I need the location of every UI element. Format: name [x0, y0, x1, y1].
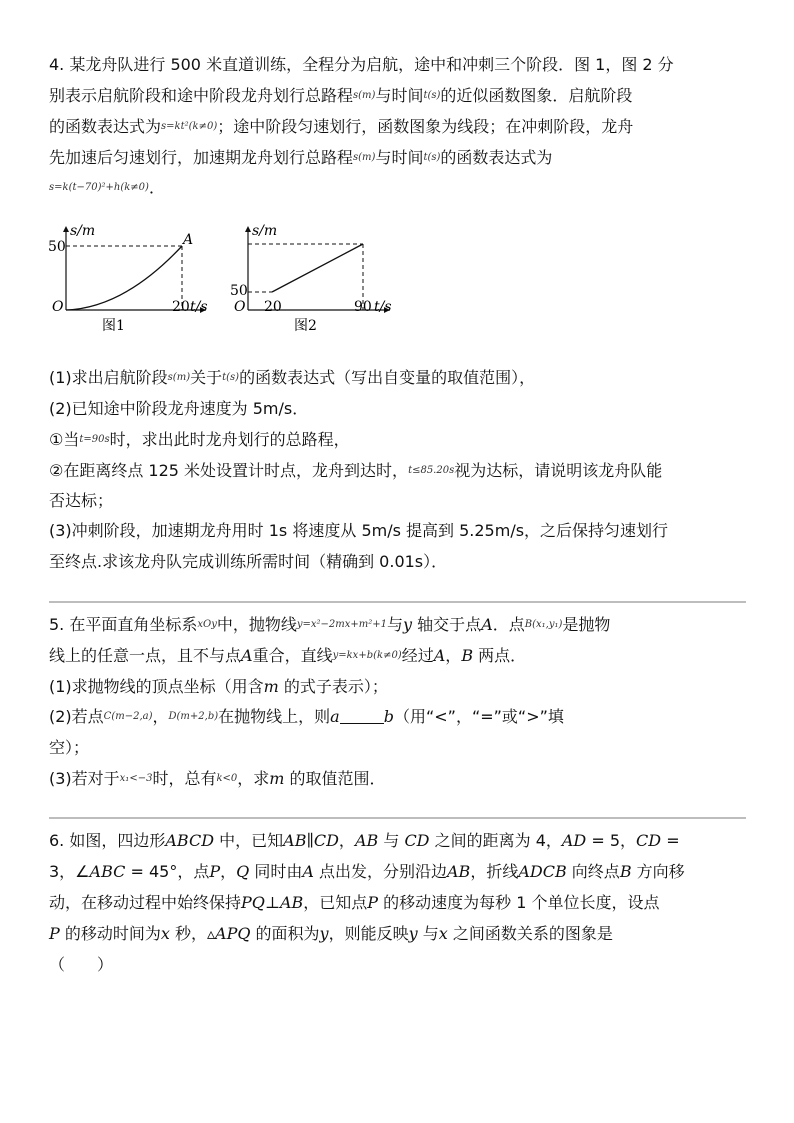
q6-line-3: 动，在移动过程中始终保持PQ⊥AB，已知点P 的移动速度为每秒 1 个单位长度，设点: [49, 893, 660, 912]
q5-part-2-cont: 空）；: [49, 738, 90, 757]
q5-line-1: 5. 在平面直角坐标系xOy中，抛物线y=x²−2mx+m²+1与y 轴交于点A．点B(x₁,y₁)是抛物: [49, 615, 611, 634]
q4-part-2-1: ①当t=90s时，求出此时龙舟划行的总路程，: [49, 430, 350, 449]
q4-line-2: 别表示启航阶段和途中阶段龙舟划行总路程s(m)与时间t(s)的近似函数图象．启航阶段: [49, 86, 633, 105]
q5-part-3: (3)若对于x₁<−3时，总有k<0，求m 的取值范围．: [49, 769, 386, 788]
figure-2-graph: [230, 222, 400, 337]
fig1-origin: O: [52, 299, 64, 315]
fig2-x-tick-90: 90: [354, 299, 372, 315]
q4-part-2-2-cont: 否达标；: [49, 491, 114, 510]
fig2-y-tick: 50: [230, 283, 248, 299]
q6-line-2: 3，∠ABC = 45°，点P，Q 同时由A 点出发，分别沿边AB，折线ADCB 向终点B 方向移: [49, 862, 685, 881]
fig1-y-tick: 50: [48, 239, 66, 255]
q4-line-5: s=k(t−70)²+h(k≠0)．: [49, 178, 165, 197]
fig1-y-label: s/m: [70, 223, 96, 239]
fig1-caption: 图1: [102, 318, 125, 334]
separator-1: [49, 601, 746, 603]
fig2-y-arrow-icon: [245, 226, 251, 232]
fig1-x-tick: 20: [172, 299, 190, 315]
q6-line-1: 6. 如图，四边形ABCD 中，已知AB∥CD，AB 与 CD 之间的距离为 4，AD = 5，CD =: [49, 831, 680, 850]
q4-part-3: (3)冲刺阶段，加速期龙舟用时 1s 将速度从 5m/s 提高到 5.25m/s，之后保持匀速划行: [49, 521, 669, 540]
fig2-x-label: t/s: [374, 299, 392, 315]
q4-part-2-2: ②在距离终点 125 米处设置计时点，龙舟到达时，t≤85.20s视为达标，请说明该龙舟队能: [49, 461, 663, 480]
q4-line-4: 先加速后匀速划行，加速期龙舟划行总路程s(m)与时间t(s)的函数表达式为: [49, 148, 553, 167]
fig2-caption: 图2: [294, 318, 317, 334]
q4-part-1: (1)求出启航阶段s(m)关于t(s)的函数表达式（写出自变量的取值范围），: [49, 368, 536, 387]
q4-part-3-cont: 至终点.求该龙舟队完成训练所需时间（精确到 0.01s）．: [49, 552, 448, 571]
q5-part-1: (1)求抛物线的顶点坐标（用含m 的式子表示）；: [49, 677, 388, 696]
fig1-x-label: t/s: [190, 299, 208, 315]
fig2-y-label: s/m: [252, 223, 278, 239]
answer-blank[interactable]: [340, 709, 384, 724]
fig1-curve: [66, 246, 182, 310]
fig1-y-arrow-icon: [63, 226, 69, 232]
q4-line-3: 的函数表达式为s=kt²(k≠0)；途中阶段匀速划行，函数图象为线段；在冲刺阶段，龙舟: [49, 117, 634, 136]
q5-part-2: (2)若点C(m−2,a)，D(m+2,b)在抛物线上，则a b（用“<”，“=”或“>”填: [49, 707, 564, 726]
q4-part-2: (2)已知途中阶段龙舟速度为 5m/s．: [49, 399, 309, 418]
q6-line-4: P 的移动时间为x 秒，▵APQ 的面积为y，则能反映y 与x 之间函数关系的图象是: [49, 924, 613, 943]
fig1-point-A: A: [183, 232, 194, 248]
fig2-origin: O: [234, 299, 246, 315]
separator-2: [49, 817, 746, 819]
q4-line-1: 4. 某龙舟队进行 500 米直道训练，全程分为启航，途中和冲刺三个阶段．图 1，图 2 分: [49, 55, 674, 74]
fig2-segment: [272, 244, 363, 292]
figure-1-graph: [44, 222, 214, 337]
q6-answer-bracket: （ ）: [49, 955, 114, 974]
q5-line-2: 线上的任意一点，且不与点A重合，直线y=kx+b(k≠0)经过A，B 两点．: [49, 646, 527, 665]
fig2-x-tick-20: 20: [264, 299, 282, 315]
